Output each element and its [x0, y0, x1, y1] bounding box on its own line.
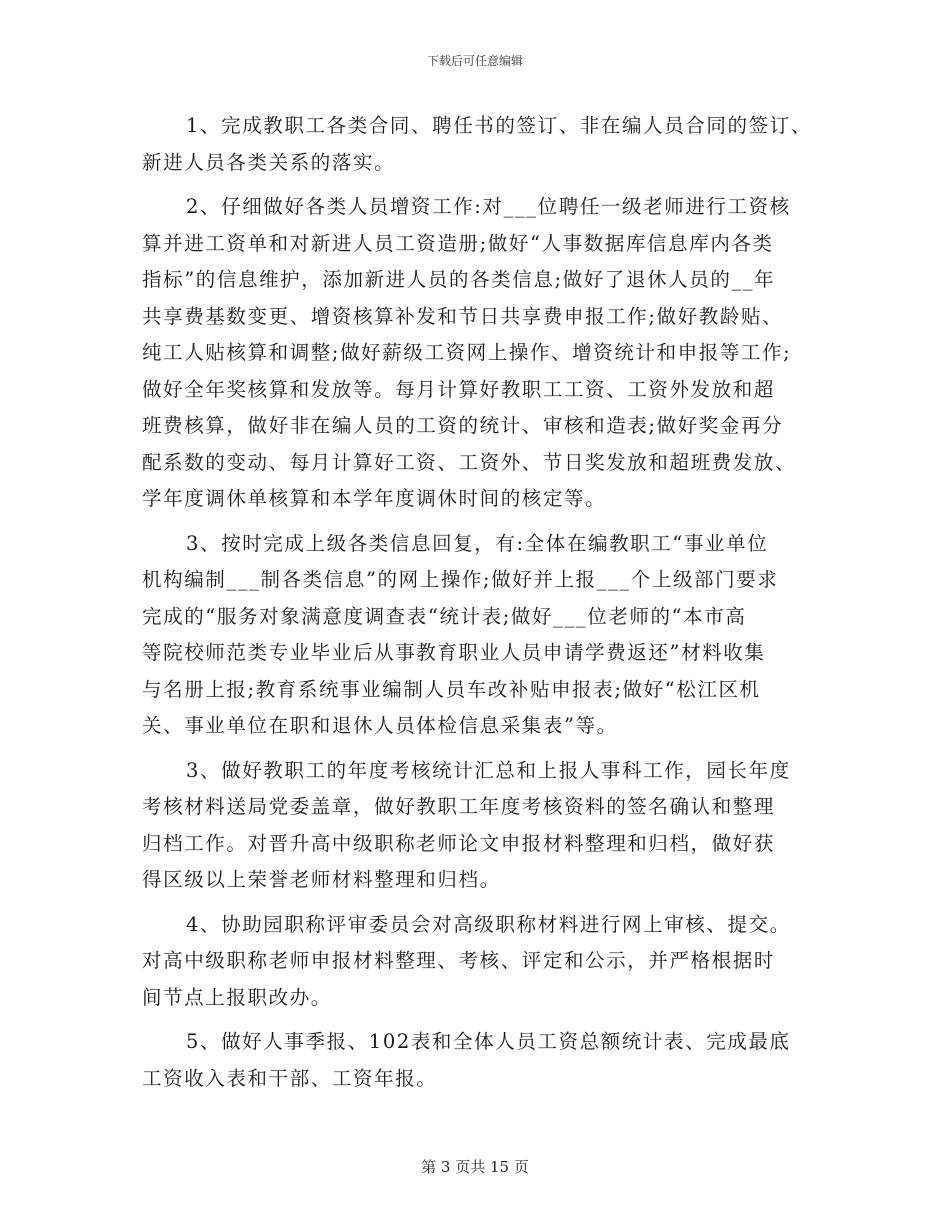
paragraph-line: 得区级以上荣誉老师材料整理和归档。 [142, 868, 501, 891]
paragraph-line: 间节点上报职改办。 [142, 985, 332, 1009]
paragraph-first-line: 2、仔细做好各类人员增资工作:对___位聘任一级老师进行工资核 [186, 195, 791, 218]
paragraph-first-line: 1、完成教职工各类合同、聘任书的签订、非在编人员合同的签订、 [186, 114, 812, 137]
paragraph-first-line: 5、做好人事季报、102表和全体人员工资总额统计表、完成最底 [186, 1030, 791, 1053]
paragraph-line: 学年度调休单核算和本学年度调休时间的核定等。 [142, 487, 607, 510]
paragraph [142, 108, 822, 181]
paragraph-first-line: 3、按时完成上级各类信息回复，有:全体在编教职工“事业单位 [186, 531, 769, 555]
paragraph-line: 班费核算，做好非在编人员的工资的统计、审核和造表;做好奖金再分 [142, 414, 784, 437]
paragraph-line: 做好全年奖核算和发放等。每月计算好教职工工资、工资外发放和超 [142, 377, 776, 401]
header-note: 下载后可任意编辑 [426, 54, 523, 68]
paragraph-line: 共享费基数变更、增资核算补发和节日共享费申报工作;做好教龄贴、 [142, 304, 784, 328]
paragraph [142, 526, 822, 745]
paragraph-line: 等院校师范类专业毕业后从事教育职业人员申请学费返还”材料收集 [142, 641, 766, 664]
paragraph [142, 907, 822, 1017]
paragraph-line: 对高中级职称老师申报材料整理、考核、评定和公示，并严格根据时 [142, 949, 776, 972]
paragraph [142, 189, 822, 518]
paragraph-line: 考核材料送局党委盖章，做好教职工年度考核资料的签名确认和整理 [142, 795, 776, 818]
document-body [142, 108, 822, 1105]
paragraph [142, 1024, 822, 1097]
paragraph-line: 机构编制___制各类信息”的网上操作;做好并上报___个上级部门要求 [142, 568, 779, 591]
paragraph-first-line: 3、做好教职工的年度考核统计汇总和上报人事科工作，园长年度 [186, 758, 791, 782]
paragraph-line: 与名册上报;教育系统事业编制人员车改补贴申报表;做好“松江区机 [142, 677, 761, 701]
paragraph-line: 配系数的变动、每月计算好工资、工资外、节日奖发放和超班费发放、 [142, 450, 797, 474]
page-number: 第 3 页共 15 页 [421, 1158, 529, 1176]
paragraph [142, 753, 822, 899]
page-header [0, 53, 950, 69]
paragraph-line: 算并进工资单和对新进人员工资造册;做好“人事数据库信息库内各类 [142, 231, 774, 255]
paragraph-line: 指标”的信息维护，添加新进人员的各类信息;做好了退休人员的__年 [142, 268, 776, 291]
paragraph-line: 关、事业单位在职和退休人员体检信息采集表”等。 [142, 714, 618, 737]
paragraph-first-line: 4、协助园职称评审委员会对高级职称材料进行网上审核、提交。 [186, 912, 791, 936]
paragraph-line: 工资收入表和干部、工资年报。 [142, 1066, 438, 1090]
paragraph-line: 归档工作。对晋升高中级职称老师论文申报材料整理和归档，做好获 [142, 831, 776, 855]
page-footer [0, 1157, 950, 1177]
paragraph-line: 新进人员各类关系的落实。 [142, 150, 396, 174]
paragraph-line: 纯工人贴核算和调整;做好薪级工资网上操作、增资统计和申报等工作; [142, 341, 792, 364]
paragraph-line: 完成的“服务对象满意度调查表“统计表;做好___位老师的“本市高 [142, 604, 747, 628]
